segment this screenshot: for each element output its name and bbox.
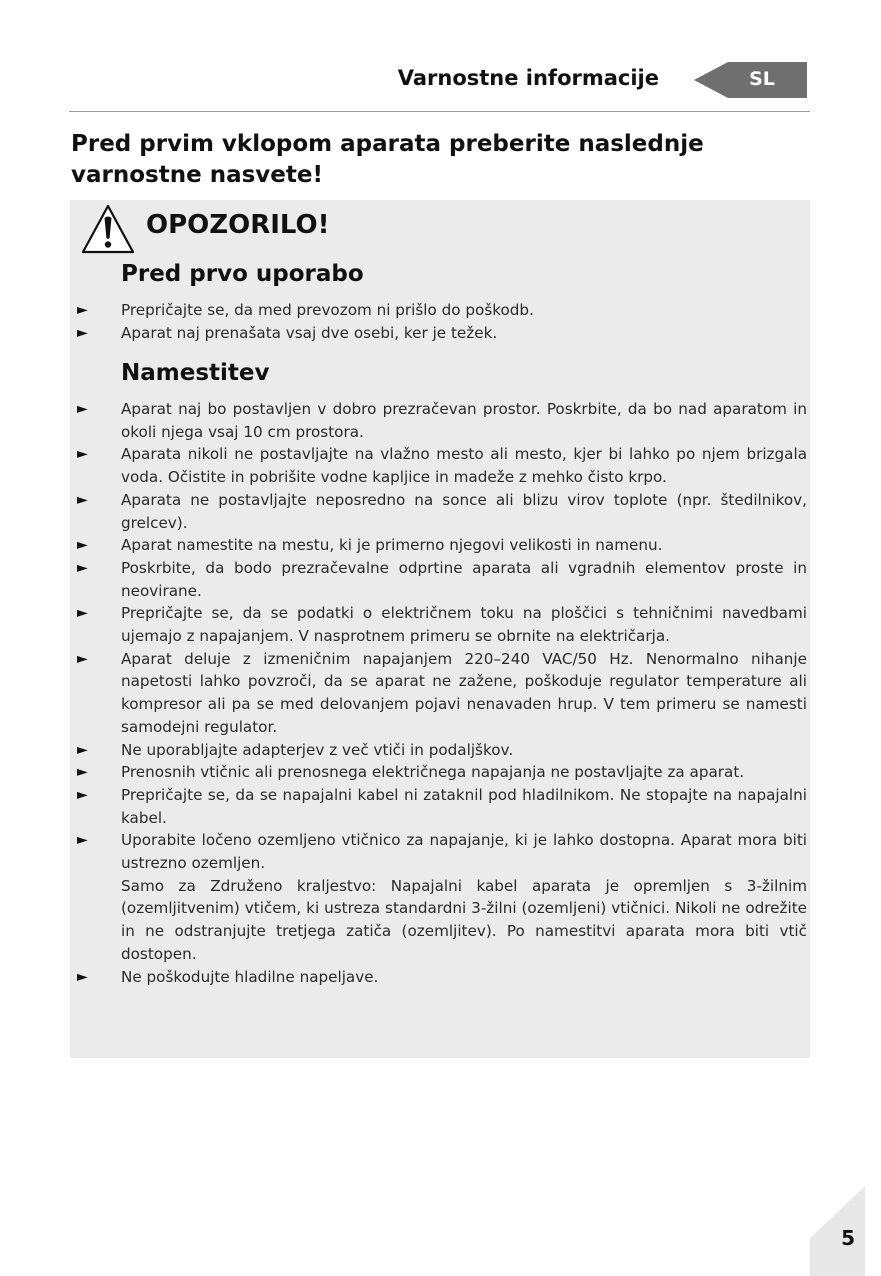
warning-title: OPOZORILO! bbox=[146, 210, 330, 240]
header-divider bbox=[69, 111, 810, 112]
bullet-arrow-icon: ► bbox=[77, 968, 88, 985]
before-first-use-list bbox=[70, 299, 810, 344]
bullet-arrow-icon: ► bbox=[77, 302, 88, 318]
list-item-text: Aparat naj prenašata vsaj dve osebi, ker je težek. bbox=[121, 323, 498, 342]
list-item bbox=[70, 398, 810, 443]
page-heading: Pred prvim vklopom aparata preberite naslednje varnostne nasvete! bbox=[71, 131, 704, 188]
list-item-text: Aparat deluje z izmeničnim napajanjem 220–240 VAC/50 Hz. Nenormalno nihanje napetosti lahko povzroči, da se aparat ne zažene, poškoduje regulator temperature ali kompresor ali pa se med delovanjem pojavi nenavaden hrup. V tem primeru se namesti samodejni regulator. bbox=[121, 649, 807, 736]
page-number: 5 bbox=[841, 1226, 855, 1250]
section-header-title: Varnostne informacije bbox=[397, 66, 659, 90]
bullet-arrow-icon: ► bbox=[77, 401, 88, 417]
list-item bbox=[70, 299, 810, 322]
list-item bbox=[70, 966, 810, 989]
list-item bbox=[70, 648, 810, 739]
list-item bbox=[70, 761, 810, 784]
list-item-text: Ne poškodujte hladilne napeljave. bbox=[121, 967, 379, 986]
installation-list bbox=[70, 398, 810, 988]
bullet-arrow-icon: ► bbox=[77, 537, 88, 554]
list-item-text: Aparata ne postavljajte neposredno na sonce ali blizu virov toplote (npr. štedilnikov, grelcev). bbox=[121, 490, 807, 532]
bullet-arrow-icon: ► bbox=[77, 491, 88, 508]
list-item-text: Uporabite ločeno ozemljeno vtičnico za napajanje, ki je lahko dostopna. Aparat mora biti ustrezno ozemljen. bbox=[121, 831, 807, 873]
list-item bbox=[70, 322, 810, 345]
warning-box bbox=[70, 200, 810, 1058]
list-item-text: Prenosnih vtičnic ali prenosnega električnega napajanja ne postavljajte za aparat. bbox=[121, 763, 745, 782]
list-item bbox=[70, 534, 810, 557]
list-item bbox=[70, 602, 810, 647]
list-item bbox=[70, 739, 810, 762]
bullet-arrow-icon: ► bbox=[77, 832, 88, 849]
bullet-arrow-icon: ► bbox=[77, 786, 88, 803]
list-item-text: Aparat naj bo postavljen v dobro prezračevan prostor. Poskrbite, da bo nad aparatom in okoli njega vsaj 10 cm prostora. bbox=[121, 400, 807, 441]
bullet-arrow-icon: ► bbox=[77, 741, 88, 758]
list-item bbox=[70, 489, 810, 534]
section-title-installation: Namestitev bbox=[121, 360, 270, 386]
language-tab bbox=[694, 62, 807, 98]
list-item bbox=[70, 443, 810, 488]
list-item-text-uk-note: Samo za Združeno kraljestvo: Napajalni kabel aparata je opremljen s 3-žilnim (ozemljitvenim) vtičem, ki ustreza standardni 3-žilni (ozemljeni) vtičnici. Nikoli ne odrežite in ne odstranjujte tretjega zatiča (ozemljitev). Po namestitvi aparata mora biti vtič dostopen. bbox=[121, 876, 807, 963]
warning-triangle-icon bbox=[81, 204, 135, 254]
list-item-text: Prepričajte se, da med prevozom ni prišlo do poškodb. bbox=[121, 301, 534, 319]
bullet-arrow-icon: ► bbox=[77, 605, 88, 622]
list-item-text: Prepričajte se, da se napajalni kabel ni zataknil pod hladilnikom. Ne stopajte na napajalni kabel. bbox=[121, 785, 807, 827]
language-code: SL bbox=[749, 68, 775, 90]
bullet-arrow-icon: ► bbox=[77, 650, 88, 667]
section-title-before-first-use: Pred prvo uporabo bbox=[121, 261, 364, 287]
list-item bbox=[70, 784, 810, 829]
list-item bbox=[70, 557, 810, 602]
bullet-arrow-icon: ► bbox=[77, 559, 88, 576]
list-item bbox=[70, 829, 810, 965]
bullet-arrow-icon: ► bbox=[77, 764, 88, 781]
list-item-text: Prepričajte se, da se podatki o električnem toku na ploščici s tehničnimi navedbami ujemajo z napajanjem. V nasprotnem primeru se obrnite na električarja. bbox=[121, 604, 807, 646]
bullet-arrow-icon: ► bbox=[77, 324, 88, 341]
list-item-text: Ne uporabljajte adapterjev z več vtiči in podaljškov. bbox=[121, 740, 514, 759]
bullet-arrow-icon: ► bbox=[77, 446, 88, 463]
list-item-text: Poskrbite, da bodo prezračevalne odprtine aparata ali vgradnih elementov proste in neovirane. bbox=[121, 558, 807, 600]
list-item-text: Aparat namestite na mestu, ki je primerno njegovi velikosti in namenu. bbox=[121, 536, 663, 555]
list-item-text: Aparata nikoli ne postavljajte na vlažno mesto ali mesto, kjer bi lahko po njem brizgala voda. Očistite in pobrišite vodne kapljice in madeže z mehko čisto krpo. bbox=[121, 445, 807, 487]
